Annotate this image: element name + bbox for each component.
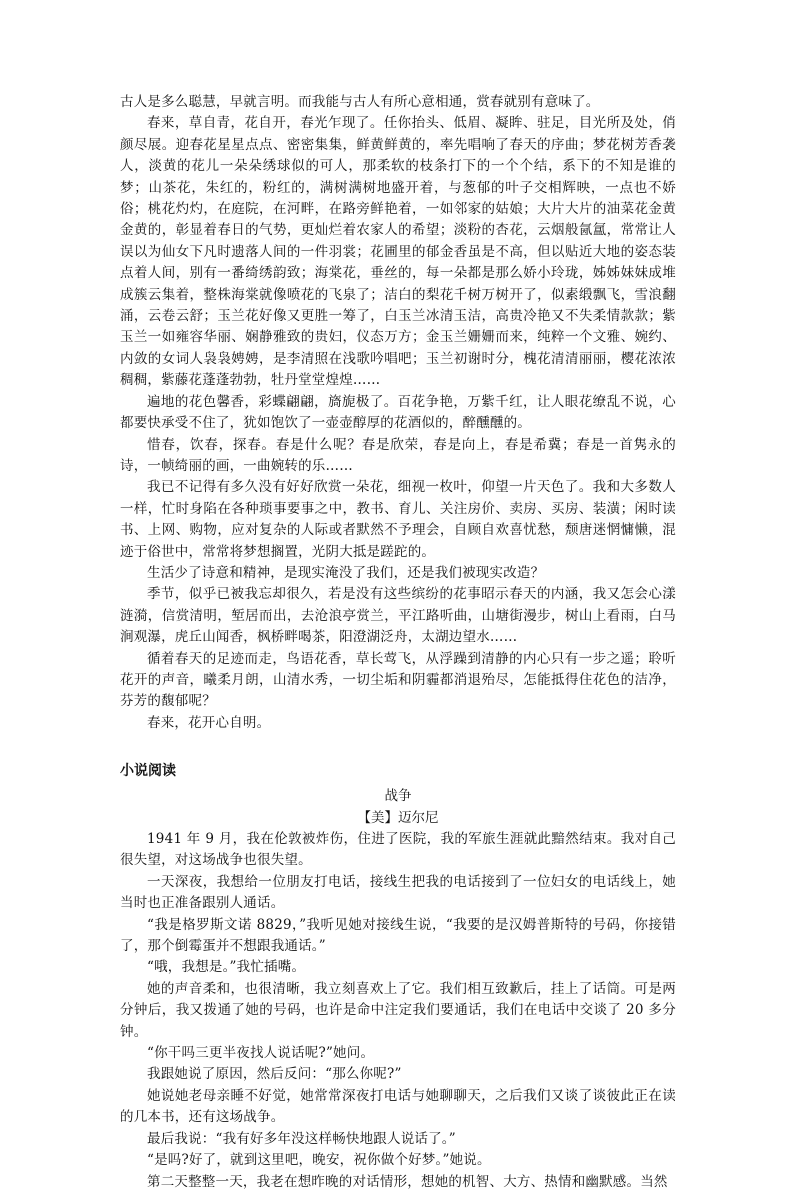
story-paragraph-1: 1941 年 9 月，我在伦敦被炸伤，住进了医院，我的军旅生涯就此黯然结束。我对自己很失望，对这场战争也很失望。	[120, 831, 676, 869]
story-paragraph-11: 第二天整整一天，我老在想昨晚的对话情形，想她的机智、大方、热情和幽默感。当然	[147, 1173, 668, 1190]
essay-paragraph-7: 季节，似乎已被我忘却很久，若是没有这些缤纷的花事昭示春天的内涵，我又怎会心漾涟漪，信赏清明，堑居而出，去沧浪亭赏兰，平江路听曲，山塘街漫步，树山上看雨，白马涧观瀑，虎丘山闻香，枫桥畔喝茶，阳澄湖泛舟，太湖边望水……	[120, 586, 676, 646]
story-paragraph-5: 她的声音柔和，也很清晰，我立刻喜欢上了它。我们相互致歉后，挂上了话筒。可是两分钟后，我又拨通了她的号码，也许是命中注定我们要通话，我们在电话中交谈了 20 多分钟。	[120, 980, 676, 1040]
essay-paragraph-9: 春来，花开心自明。	[147, 714, 271, 731]
story-paragraph-9: 最后我说：“我有好多年没这样畅快地跟人说话了。”	[147, 1130, 456, 1147]
essay-section	[120, 92, 676, 734]
essay-paragraph-2: 春来，草自青，花自开，春光乍现了。任你抬头、低眉、凝眸、驻足，目光所及处，俏颜尽展。迎春花星星点点、密密集集，鲜黄鲜黄的，率先唱响了春天的序曲；梦花树芳香袭人，淡黄的花儿一朵朵绣球似的可人，那柔软的枝条打下的一个个结，系下的不知是谁的梦；山茶花，朱红的，粉红的，满树满树地盛开着，与葱郁的叶子交相辉映，一点也不娇俗；桃花灼灼，在庭院，在河畔，在路旁鲜艳着，一如邻家的姑娘；大片大片的油菜花金黄金黄的，彰显着春日的气势，更灿烂着农家人的希望；淡粉的杏花，云烟般氤氲，常常让人误以为仙女下凡时遗落人间的一件羽裳；花圃里的郁金香虽是不高，但以贴近大地的姿态装点着人间，别有一番绮绣韵致；海棠花，垂丝的，每一朵都是那么娇小玲珑，姊姊妹妹成堆成簇云集着，整株海棠就像喷花的飞泉了；洁白的梨花千树万树开了，似素缎飘飞，雪浪翻涌，云卷云舒；玉兰花好像又更胜一筹了，白玉兰冰清玉洁，高贵冷艳又不失柔情款款；紫玉兰一如雍容华丽、娴静雅致的贵妇，仪态万方；金玉兰姗姗而来，纯粹一个文雅、婉约、内敛的女词人袅袅娉娉，是李清照在浅歌吟唱吧；玉兰初谢时分，槐花清清丽丽，樱花浓浓稠稠，紫藤花蓬蓬勃勃，牡丹堂堂煌煌……	[120, 115, 676, 389]
story-title: 战争	[384, 788, 412, 805]
essay-paragraph-4: 惜春，饮春，探春。春是什么呢？春是欣荣，春是向上，春是希冀；春是一首隽永的诗，一帧绮丽的画，一曲婉转的乐……	[120, 436, 676, 474]
section-title: 小说阅读	[120, 763, 176, 780]
essay-paragraph-5: 我已不记得有多久没有好好欣赏一朵花，细视一枚叶，仰望一片天色了。我和大多数人一样，忙时身陷在各种琐事要事之中，教书、育儿、关注房价、卖房、买房、装潢；闲时读书、上网、购物，应对复杂的人际或者默然不予理会，自顾自欢喜忧愁，颓唐迷惘慵懒，混迹于俗世中，常常将梦想搁置，光阴大抵是蹉跎的。	[120, 479, 676, 560]
story-section	[120, 786, 676, 1193]
story-author: 【美】迈尔尼	[357, 809, 439, 826]
story-paragraph-4: “哦，我想是。”我忙插嘴。	[147, 959, 306, 976]
story-paragraph-7: 我跟她说了原因，然后反问：“那么你呢?”	[147, 1066, 402, 1083]
story-paragraph-8: 她说她老母亲睡不好觉，她常常深夜打电话与她聊聊天，之后我们又谈了谈彼此正在读的几本书，还有这场战争。	[120, 1087, 676, 1126]
essay-paragraph-3: 遍地的花色馨香，彩蝶翩翩，旖旎极了。百花争艳，万紫千红，让人眼花缭乱不说，心都要快承受不住了，犹如饱饮了一壶壶醇厚的花酒似的，醉醺醺的。	[120, 393, 676, 432]
essay-paragraph-1: 古人是多么聪慧，早就言明。而我能与古人有所心意相通，赏春就别有意味了。	[120, 94, 600, 110]
essay-paragraph-6: 生活少了诗意和精神，是现实淹没了我们，还是我们被现实改造？	[147, 564, 545, 581]
essay-paragraph-8: 循着春天的足迹而走，鸟语花香，草长莺飞，从浮躁到清静的内心只有一步之遥；聆听花开的声音，曦柔月朗，山清水秀，一切尘垢和阴霾都消退殆尽，怎能抵得住花色的洁净，芬芳的馥郁呢？	[120, 650, 676, 710]
story-paragraph-10: “是吗?好了，就到这里吧，晚安，祝你做个好梦。”她说。	[147, 1152, 491, 1169]
story-paragraph-6: “你干吗三更半夜找人说话呢?”她问。	[147, 1045, 375, 1062]
story-paragraph-3: “我是格罗斯文诺 8829，”我听见她对接线生说，“我要的是汉姆普斯特的号码，你接错了，那个倒霉蛋并不想跟我通话。”	[120, 916, 676, 955]
story-paragraph-2: 一天深夜，我想给一位朋友打电话，接线生把我的电话接到了一位妇女的电话线上，她当时也正准备跟别人通话。	[120, 873, 676, 912]
